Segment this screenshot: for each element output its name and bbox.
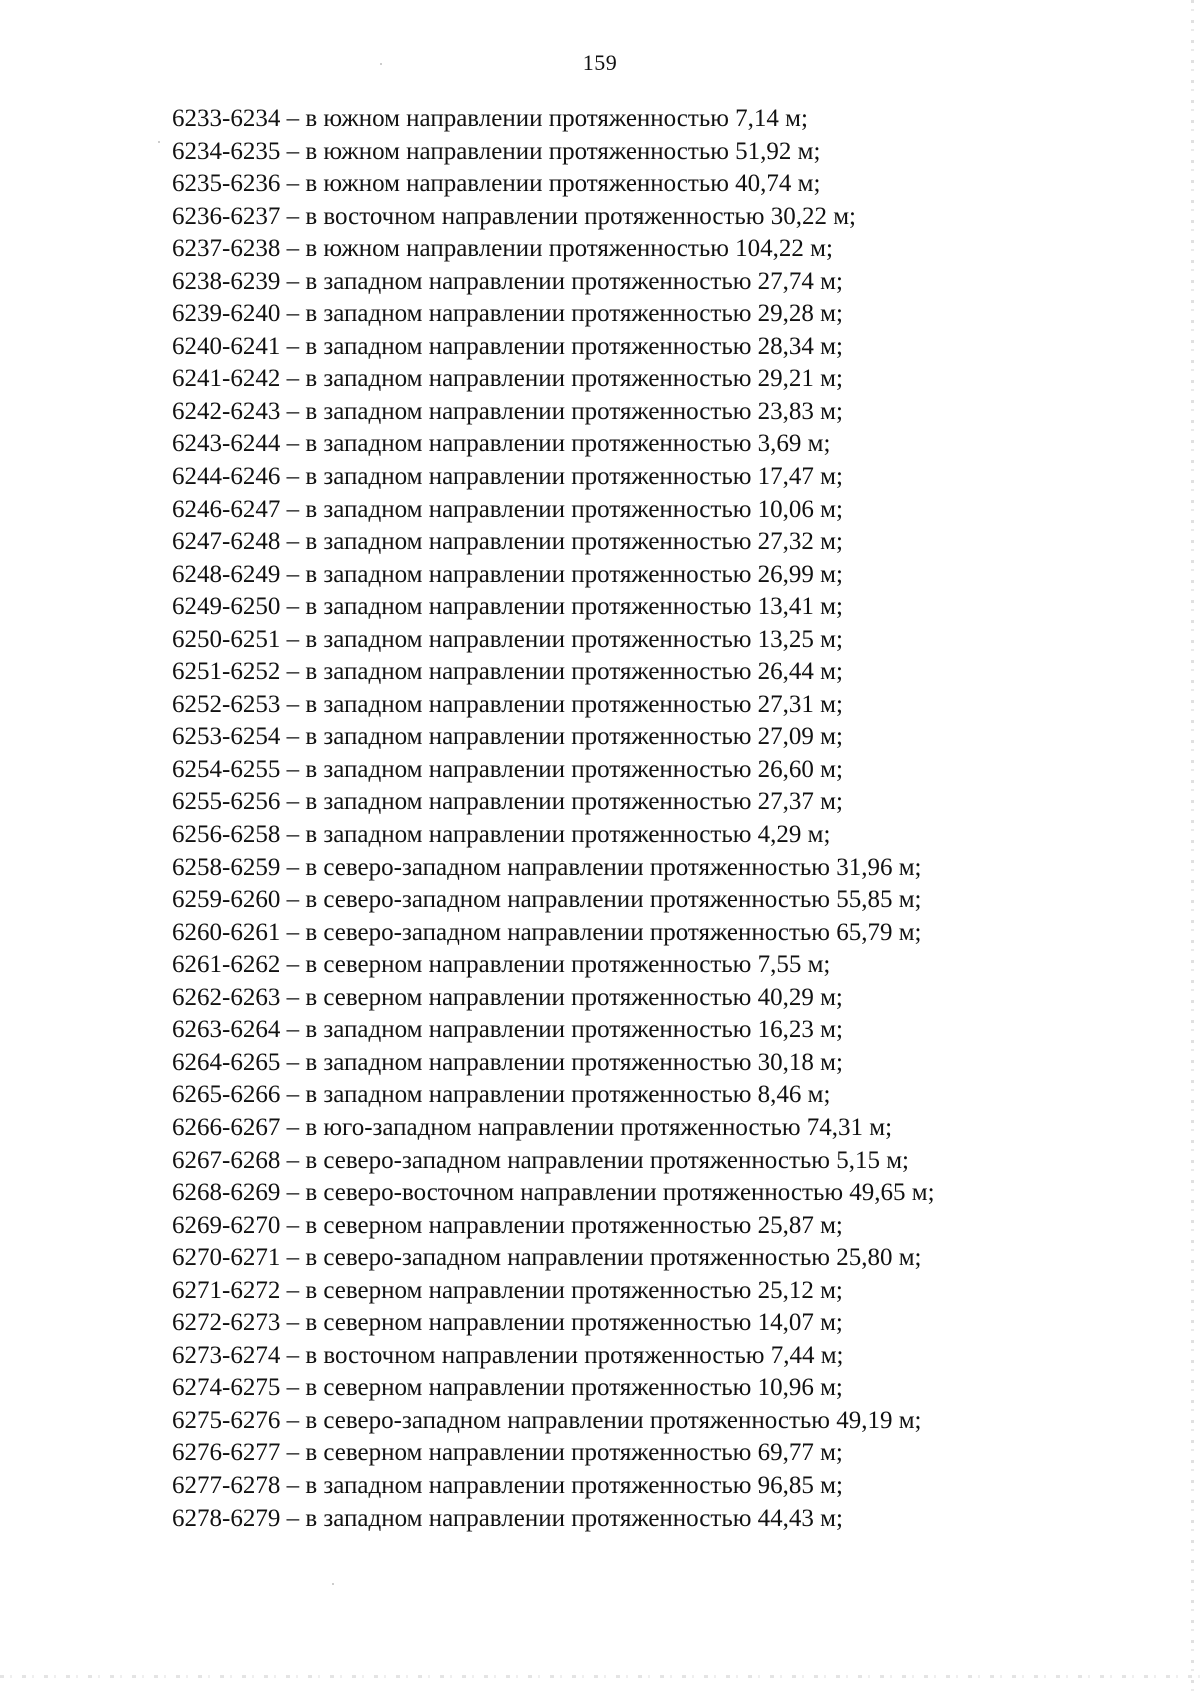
boundary-segment-list	[172, 103, 1072, 1535]
segment-line: 6240-6241 – в западном направлении протяженностью 28,34 м;	[172, 332, 843, 360]
segment-line: 6268-6269 – в северо-восточном направлении протяженностью 49,65 м;	[172, 1179, 935, 1207]
segment-line: 6267-6268 – в северо-западном направлении протяженностью 5,15 м;	[172, 1146, 909, 1174]
scan-edge-artifact	[0, 1675, 1200, 1678]
segment-line: 6234-6235 – в южном направлении протяженностью 51,92 м;	[172, 137, 821, 165]
segment-line: 6261-6262 – в северном направлении протяженностью 7,55 м;	[172, 951, 831, 979]
segment-line: 6265-6266 – в западном направлении протяженностью 8,46 м;	[172, 1081, 831, 1109]
segment-line: 6241-6242 – в западном направлении протяженностью 29,21 м;	[172, 365, 843, 393]
segment-line: 6277-6278 – в западном направлении протяженностью 96,85 м;	[172, 1471, 843, 1499]
segment-line: 6275-6276 – в северо-западном направлении протяженностью 49,19 м;	[172, 1406, 922, 1434]
segment-line: 6274-6275 – в северном направлении протяженностью 10,96 м;	[172, 1374, 843, 1402]
segment-line: 6251-6252 – в западном направлении протяженностью 26,44 м;	[172, 658, 843, 686]
segment-line: 6269-6270 – в северном направлении протяженностью 25,87 м;	[172, 1211, 843, 1239]
segment-line: 6266-6267 – в юго-западном направлении протяженностью 74,31 м;	[172, 1113, 893, 1141]
segment-line: 6271-6272 – в северном направлении протяженностью 25,12 м;	[172, 1276, 843, 1304]
segment-line: 6243-6244 – в западном направлении протяженностью 3,69 м;	[172, 430, 831, 458]
segment-line: 6258-6259 – в северо-западном направлении протяженностью 31,96 м;	[172, 853, 922, 881]
segment-line: 6244-6246 – в западном направлении протяженностью 17,47 м;	[172, 463, 843, 491]
scan-edge-artifact	[1191, 0, 1194, 1696]
segment-line: 6250-6251 – в западном направлении протяженностью 13,25 м;	[172, 625, 843, 653]
segment-line: 6239-6240 – в западном направлении протяженностью 29,28 м;	[172, 300, 843, 328]
segment-line: 6254-6255 – в западном направлении протяженностью 26,60 м;	[172, 755, 843, 783]
segment-line: 6255-6256 – в западном направлении протяженностью 27,37 м;	[172, 788, 843, 816]
segment-line: 6248-6249 – в западном направлении протяженностью 26,99 м;	[172, 560, 843, 588]
segment-line: 6272-6273 – в северном направлении протяженностью 14,07 м;	[172, 1309, 843, 1337]
segment-line: 6247-6248 – в западном направлении протяженностью 27,32 м;	[172, 528, 843, 556]
segment-line: 6252-6253 – в западном направлении протяженностью 27,31 м;	[172, 690, 843, 718]
segment-line: 6253-6254 – в западном направлении протяженностью 27,09 м;	[172, 723, 843, 751]
segment-line: 6236-6237 – в восточном направлении протяженностью 30,22 м;	[172, 202, 856, 230]
segment-line: 6260-6261 – в северо-западном направлении протяженностью 65,79 м;	[172, 918, 922, 946]
segment-line: 6263-6264 – в западном направлении протяженностью 16,23 м;	[172, 1016, 843, 1044]
segment-line: 6264-6265 – в западном направлении протяженностью 30,18 м;	[172, 1048, 843, 1076]
segment-line: 6278-6279 – в западном направлении протяженностью 44,43 м;	[172, 1504, 843, 1532]
segment-line: 6233-6234 – в южном направлении протяженностью 7,14 м;	[172, 105, 808, 132]
segment-line: 6262-6263 – в северном направлении протяженностью 40,29 м;	[172, 983, 843, 1011]
segment-line: 6242-6243 – в западном направлении протяженностью 23,83 м;	[172, 397, 843, 425]
segment-line: 6237-6238 – в южном направлении протяженностью 104,22 м;	[172, 235, 833, 263]
page-number: 159	[582, 50, 618, 75]
segment-line: 6270-6271 – в северо-западном направлении протяженностью 25,80 м;	[172, 1244, 922, 1272]
scan-speck	[380, 63, 382, 65]
scan-speck	[158, 141, 160, 143]
segment-line: 6235-6236 – в южном направлении протяженностью 40,74 м;	[172, 170, 821, 198]
segment-line: 6256-6258 – в западном направлении протяженностью 4,29 м;	[172, 821, 831, 849]
segment-line: 6276-6277 – в северном направлении протяженностью 69,77 м;	[172, 1439, 843, 1467]
segment-line: 6249-6250 – в западном направлении протяженностью 13,41 м;	[172, 593, 843, 621]
segment-line: 6273-6274 – в восточном направлении протяженностью 7,44 м;	[172, 1341, 844, 1369]
segment-line: 6238-6239 – в западном направлении протяженностью 27,74 м;	[172, 267, 843, 295]
scan-speck	[332, 1583, 334, 1585]
segment-line: 6246-6247 – в западном направлении протяженностью 10,06 м;	[172, 495, 843, 523]
segment-line: 6259-6260 – в северо-западном направлении протяженностью 55,85 м;	[172, 886, 922, 914]
